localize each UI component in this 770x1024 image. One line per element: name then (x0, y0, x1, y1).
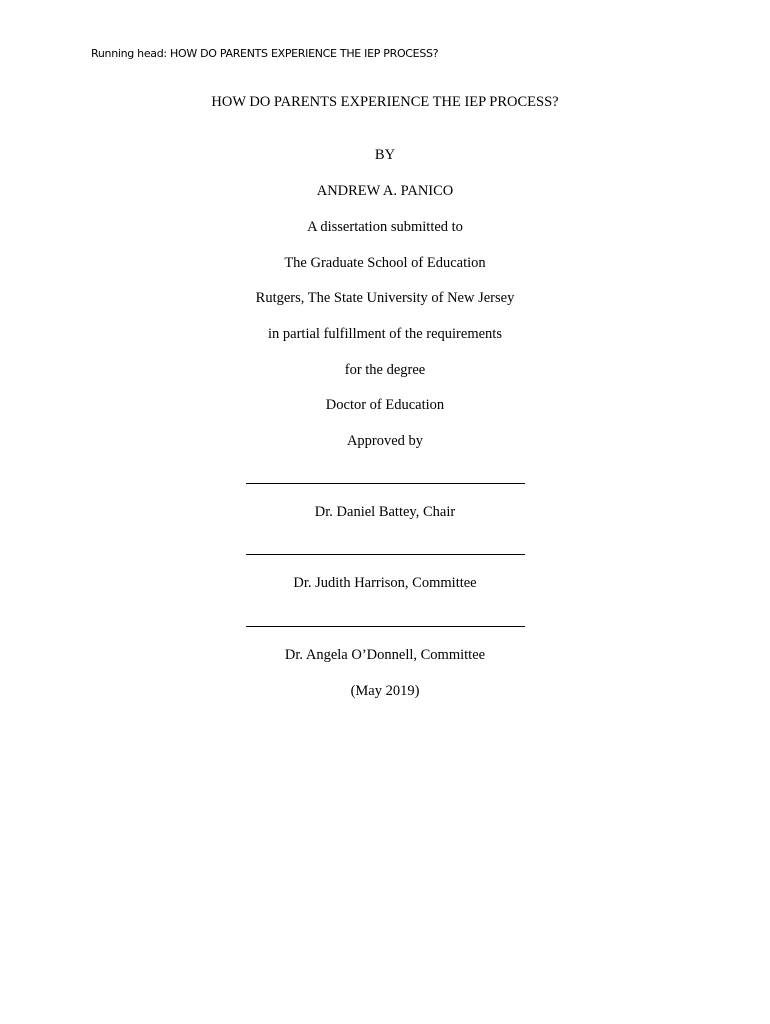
author-name: ANDREW A. PANICO (316, 183, 454, 199)
signature-line (246, 554, 525, 555)
committee-member-chair: Dr. Daniel Battey, Chair (314, 504, 456, 520)
submission-line-4: in partial fulfillment of the requirements (268, 326, 502, 342)
committee-member: Dr. Angela O’Donnell, Committee (284, 647, 486, 663)
submission-date: (May 2019) (350, 683, 420, 699)
signature-line (246, 626, 525, 627)
signature-line (246, 483, 525, 484)
submission-line-5: for the degree (344, 362, 426, 378)
submission-line-2: The Graduate School of Education (284, 255, 486, 271)
submission-line-3: Rutgers, The State University of New Jersey (255, 290, 515, 306)
running-head: Running head: HOW DO PARENTS EXPERIENCE THE IEP PROCESS? (91, 47, 439, 60)
by-label: BY (374, 147, 396, 163)
submission-line-6: Doctor of Education (325, 397, 445, 413)
committee-member: Dr. Judith Harrison, Committee (293, 575, 477, 591)
dissertation-title: HOW DO PARENTS EXPERIENCE THE IEP PROCESS? (211, 94, 559, 110)
submission-line-1: A dissertation submitted to (307, 219, 463, 235)
approved-by-label: Approved by (346, 433, 424, 449)
